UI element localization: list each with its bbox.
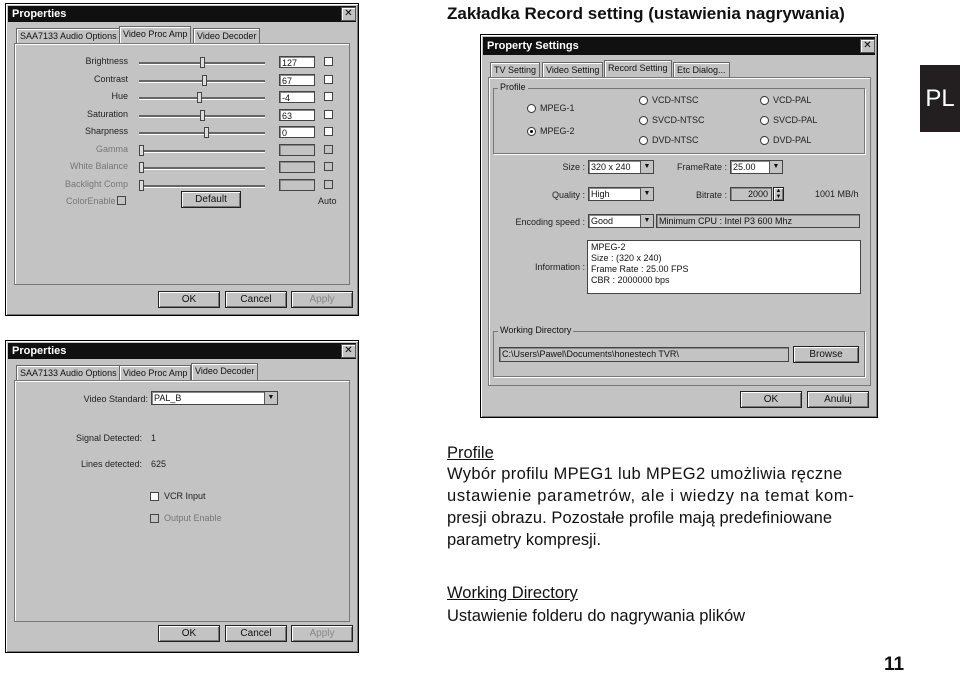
apply-button[interactable]: Apply — [291, 625, 353, 642]
cancel-button[interactable]: Cancel — [225, 291, 287, 308]
auto-label: Auto — [318, 196, 337, 206]
slider-value-field[interactable] — [279, 161, 315, 173]
auto-checkbox[interactable] — [324, 145, 333, 154]
size-value: 320 x 240 — [591, 162, 631, 172]
bitrate-value: 2000 — [747, 189, 768, 199]
size-label: Size : — [562, 162, 585, 172]
close-icon[interactable]: ✕ — [860, 39, 875, 53]
ok-button[interactable]: OK — [158, 625, 220, 642]
chevron-down-icon[interactable]: ▼ — [640, 215, 653, 227]
dialog-title: Properties — [8, 6, 356, 22]
output-enable-label: Output Enable — [164, 513, 222, 523]
tab-video-decoder[interactable]: Video Decoder — [193, 28, 260, 43]
label-vcd-pal: VCD-PAL — [773, 95, 812, 105]
radio-svcd-pal[interactable] — [760, 116, 769, 125]
size-select[interactable] — [588, 160, 654, 174]
framerate-label: FrameRate : — [676, 162, 727, 172]
encoding-speed-label: Encoding speed : — [515, 217, 585, 227]
framerate-value: 25.00 — [733, 162, 756, 172]
signal-detected-label: Signal Detected: — [75, 433, 142, 443]
slider-label: Brightness — [85, 56, 128, 66]
slider-value-field[interactable] — [279, 179, 315, 191]
tab-etc-dialog[interactable]: Etc Dialog... — [673, 62, 730, 77]
info-line: MPEG-2 — [591, 242, 626, 252]
chevron-down-icon[interactable]: ▼ — [640, 161, 653, 173]
radio-vcd-ntsc[interactable] — [639, 96, 648, 105]
lines-detected-label: Lines detected: — [80, 459, 142, 469]
radio-mpeg-2[interactable] — [527, 127, 536, 136]
auto-checkbox[interactable] — [324, 57, 333, 66]
encoding-speed-value: Good — [591, 216, 614, 226]
label-mpeg-2: MPEG-2 — [540, 126, 575, 136]
lines-detected-value: 625 — [151, 459, 167, 469]
auto-checkbox[interactable] — [324, 92, 333, 101]
close-icon[interactable]: ✕ — [341, 344, 356, 358]
slider-value-field[interactable]: 63 — [279, 109, 315, 121]
slider-track[interactable] — [139, 150, 265, 153]
tab-video-decoder[interactable]: Video Decoder — [191, 363, 258, 380]
slider-label: Saturation — [86, 109, 128, 119]
quality-label: Quality : — [551, 190, 585, 200]
radio-dvd-pal[interactable] — [760, 136, 769, 145]
tab-audio-options[interactable]: SAA7133 Audio Options — [16, 365, 121, 380]
slider-track[interactable] — [139, 132, 265, 135]
radio-svcd-ntsc[interactable] — [639, 116, 648, 125]
chevron-down-icon[interactable]: ▼ — [769, 161, 782, 173]
color-enable-checkbox[interactable] — [117, 196, 126, 205]
close-icon[interactable]: ✕ — [341, 7, 356, 21]
working-directory-path[interactable] — [499, 347, 789, 362]
tab-panel — [14, 380, 350, 622]
chevron-down-icon[interactable]: ▼ — [640, 188, 653, 200]
profile-line: parametry kompresji. — [447, 531, 602, 549]
radio-mpeg-1[interactable] — [527, 104, 536, 113]
info-line: Frame Rate : 25.00 FPS — [591, 264, 689, 274]
ok-button[interactable]: OK — [740, 391, 802, 408]
slider-thumb[interactable] — [200, 110, 205, 121]
slider-track[interactable] — [139, 167, 265, 170]
framerate-select[interactable] — [730, 160, 783, 174]
radio-dvd-ntsc[interactable] — [639, 136, 648, 145]
profile-group-title: Profile — [500, 82, 526, 92]
property-settings-dialog — [480, 34, 878, 418]
profile-line: presji obrazu. Pozostałe profile mają predefiniowane — [447, 509, 833, 527]
label-svcd-pal: SVCD-PAL — [773, 115, 818, 125]
label-svcd-ntsc: SVCD-NTSC — [652, 115, 705, 125]
slider-label: Contrast — [93, 74, 128, 84]
dialog-title: Properties — [8, 343, 356, 359]
min-cpu-value: Minimum CPU : Intel P3 600 Mhz — [659, 216, 793, 226]
slider-label: Sharpness — [84, 126, 128, 136]
working-directory-section-title: Working Directory — [447, 584, 578, 602]
video-standard-label: Video Standard: — [83, 394, 148, 404]
slider-value-field[interactable] — [279, 144, 315, 156]
slider-value-field[interactable]: 0 — [279, 126, 315, 138]
tab-video-proc-amp[interactable]: Video Proc Amp — [119, 365, 191, 380]
slider-track[interactable] — [139, 97, 265, 100]
bitrate-field[interactable] — [730, 187, 772, 201]
information-box — [587, 240, 861, 294]
slider-label: Backlight Comp — [64, 179, 128, 189]
bitrate-spinner[interactable]: ▲ ▼ — [773, 187, 784, 201]
slider-thumb[interactable] — [139, 180, 144, 191]
slider-value-field[interactable]: 127 — [279, 56, 315, 68]
auto-checkbox[interactable] — [324, 110, 333, 119]
label-dvd-ntsc: DVD-NTSC — [652, 135, 699, 145]
slider-thumb[interactable] — [197, 92, 202, 103]
page-number: 11 — [884, 654, 905, 675]
info-line: CBR : 2000000 bps — [591, 275, 670, 285]
profile-line: Wybór profilu MPEG1 lub MPEG2 umożliwia ręczne — [447, 465, 843, 483]
info-line: Size : (320 x 240) — [591, 253, 662, 263]
slider-label: Hue — [111, 91, 128, 101]
tab-audio-options[interactable]: SAA7133 Audio Options — [16, 28, 121, 43]
properties-dialog-proc-amp — [5, 3, 359, 316]
slider-label: White Balance — [69, 161, 128, 171]
language-tab: PL — [920, 65, 960, 132]
tab-video-setting[interactable]: Video Setting — [542, 62, 603, 77]
apply-button[interactable]: Apply — [291, 291, 353, 308]
profile-line: ustawienie parametrów, ale i wiedzy na temat kom- — [447, 487, 855, 505]
cancel-button[interactable]: Anuluj — [807, 391, 869, 408]
output-enable-checkbox[interactable] — [150, 514, 159, 523]
tab-video-proc-amp[interactable]: Video Proc Amp — [119, 26, 191, 43]
video-standard-value: PAL_B — [154, 393, 182, 403]
slider-value-field[interactable]: -4 — [279, 91, 315, 103]
bitrate-label: Bitrate : — [695, 190, 727, 200]
slider-thumb[interactable] — [200, 57, 205, 68]
working-directory-description: Ustawienie folderu do nagrywania plików — [447, 607, 746, 625]
color-enable-label: ColorEnable — [66, 196, 116, 206]
working-directory-value: C:\Users\Pawel\Documents\honestech TVR\ — [502, 349, 679, 359]
dialog-title: Property Settings — [483, 37, 875, 55]
slider-thumb[interactable] — [139, 162, 144, 173]
chevron-down-icon[interactable]: ▼ — [264, 392, 277, 404]
slider-thumb[interactable] — [202, 75, 207, 86]
radio-vcd-pal[interactable] — [760, 96, 769, 105]
slider-thumb[interactable] — [139, 145, 144, 156]
mb-per-hour: 1001 MB/h — [815, 189, 859, 199]
video-standard-select[interactable] — [151, 391, 278, 405]
auto-checkbox[interactable] — [324, 180, 333, 189]
page-heading: Zakładka Record setting (ustawienia nagrywania) — [447, 4, 845, 23]
vcr-input-label: VCR Input — [164, 491, 206, 501]
profile-section-title: Profile — [447, 444, 494, 462]
ok-button[interactable]: OK — [158, 291, 220, 308]
slider-track[interactable] — [139, 185, 265, 188]
tab-record-setting[interactable]: Record Setting — [604, 60, 672, 77]
working-directory-title: Working Directory — [500, 325, 572, 335]
signal-detected-value: 1 — [151, 433, 157, 443]
slider-thumb[interactable] — [204, 127, 209, 138]
label-mpeg-1: MPEG-1 — [540, 103, 575, 113]
auto-checkbox[interactable] — [324, 162, 333, 171]
label-dvd-pal: DVD-PAL — [773, 135, 812, 145]
quality-value: High — [591, 189, 610, 199]
label-vcd-ntsc: VCD-NTSC — [652, 95, 699, 105]
quality-select[interactable] — [588, 187, 654, 201]
auto-checkbox[interactable] — [324, 75, 333, 84]
encoding-speed-select[interactable] — [588, 214, 654, 228]
browse-button[interactable]: Browse — [793, 346, 859, 363]
cancel-button[interactable]: Cancel — [225, 625, 287, 642]
auto-checkbox[interactable] — [324, 127, 333, 136]
tab-tv-setting[interactable]: TV Setting — [490, 62, 540, 77]
information-label: Information : — [534, 262, 585, 272]
slider-label: Gamma — [95, 144, 128, 154]
min-cpu-field — [656, 214, 860, 228]
default-button[interactable]: Default — [181, 191, 241, 208]
properties-dialog-decoder — [5, 340, 359, 653]
vcr-input-checkbox[interactable] — [150, 492, 159, 501]
slider-value-field[interactable]: 67 — [279, 74, 315, 86]
